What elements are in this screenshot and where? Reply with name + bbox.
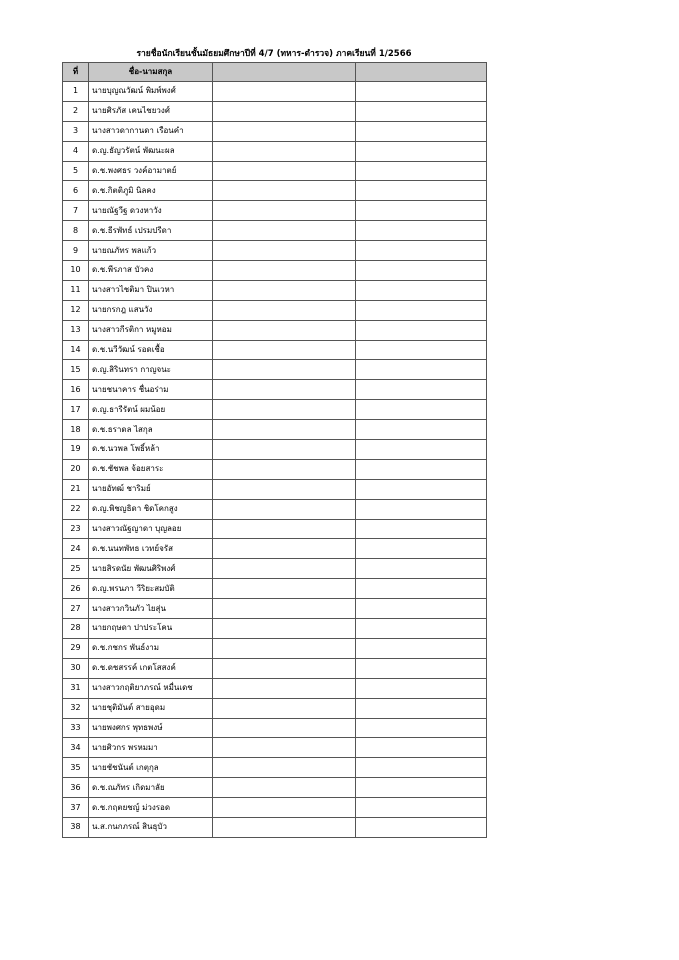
blank-cell [356, 459, 487, 479]
student-name: ด.ช.ธราดล ไสกุล [89, 420, 213, 440]
blank-cell [356, 340, 487, 360]
table-row [63, 181, 487, 201]
blank-cell [213, 340, 356, 360]
table-body [63, 82, 487, 838]
blank-cell [356, 539, 487, 559]
table-row [63, 658, 487, 678]
row-number: 28 [63, 619, 89, 639]
blank-cell [213, 261, 356, 281]
blank-cell [213, 479, 356, 499]
student-name: ด.ช.พีรภาส บัวคง [89, 261, 213, 281]
blank-cell [356, 698, 487, 718]
student-name: ด.ช.ดชสรรค์ เกตโสสงค์ [89, 658, 213, 678]
table-row [63, 82, 487, 102]
row-number: 25 [63, 559, 89, 579]
blank-cell [213, 161, 356, 181]
student-name: นายชัชนันต์ เกตุกุล [89, 758, 213, 778]
student-name: ด.ช.กฤตยชญ์ ม่วงรอด [89, 798, 213, 818]
blank-cell [213, 181, 356, 201]
student-name: ด.ญ.สิรินทรา กาญจนะ [89, 360, 213, 380]
row-number: 19 [63, 440, 89, 460]
blank-cell [356, 121, 487, 141]
row-number: 8 [63, 221, 89, 241]
blank-cell [356, 141, 487, 161]
blank-cell [356, 280, 487, 300]
table-row [63, 479, 487, 499]
table-row [63, 519, 487, 539]
row-number: 14 [63, 340, 89, 360]
blank-cell [356, 181, 487, 201]
table-row [63, 499, 487, 519]
row-number: 1 [63, 82, 89, 102]
row-number: 33 [63, 718, 89, 738]
blank-cell [356, 201, 487, 221]
row-number: 24 [63, 539, 89, 559]
table-row [63, 758, 487, 778]
blank-cell [356, 499, 487, 519]
table-row [63, 201, 487, 221]
blank-cell [356, 82, 487, 102]
table-row [63, 599, 487, 619]
student-name: ด.ช.กิตติภูมิ นิลคง [89, 181, 213, 201]
table-row [63, 420, 487, 440]
blank-cell [213, 201, 356, 221]
blank-cell [356, 658, 487, 678]
student-name: นายศิวกร พรหมมา [89, 738, 213, 758]
blank-cell [213, 579, 356, 599]
row-number: 34 [63, 738, 89, 758]
blank-cell [356, 221, 487, 241]
row-number: 20 [63, 459, 89, 479]
header-extra-1 [213, 63, 356, 82]
student-name: ด.ช.นวพล โพธิ์หล้า [89, 440, 213, 460]
row-number: 15 [63, 360, 89, 380]
student-name: นายอัทฒ์ ชาริมย์ [89, 479, 213, 499]
blank-cell [213, 101, 356, 121]
blank-cell [213, 798, 356, 818]
table-row [63, 280, 487, 300]
student-name: นายศิรภัส เคนไชยวงศ์ [89, 101, 213, 121]
blank-cell [356, 559, 487, 579]
row-number: 18 [63, 420, 89, 440]
blank-cell [356, 778, 487, 798]
blank-cell [213, 619, 356, 639]
student-name: นายสิรดนัย พัฒนศิริพงศ์ [89, 559, 213, 579]
row-number: 16 [63, 380, 89, 400]
student-name: ด.ช.นนทพัทธ เวทย์จรัส [89, 539, 213, 559]
blank-cell [213, 658, 356, 678]
blank-cell [213, 360, 356, 380]
blank-cell [213, 320, 356, 340]
blank-cell [356, 638, 487, 658]
blank-cell [213, 559, 356, 579]
table-row [63, 718, 487, 738]
row-number: 5 [63, 161, 89, 181]
row-number: 6 [63, 181, 89, 201]
table-row [63, 638, 487, 658]
row-number: 31 [63, 678, 89, 698]
blank-cell [213, 380, 356, 400]
blank-cell [356, 241, 487, 261]
table-row [63, 817, 487, 837]
row-number: 21 [63, 479, 89, 499]
blank-cell [213, 738, 356, 758]
row-number: 12 [63, 300, 89, 320]
row-number: 23 [63, 519, 89, 539]
student-name: นายณภัทร พลแก้ว [89, 241, 213, 261]
blank-cell [356, 440, 487, 460]
student-name: นายกรกฎ แสนวัง [89, 300, 213, 320]
row-number: 29 [63, 638, 89, 658]
table-row [63, 738, 487, 758]
row-number: 35 [63, 758, 89, 778]
row-number: 7 [63, 201, 89, 221]
blank-cell [213, 221, 356, 241]
blank-cell [356, 758, 487, 778]
table-row [63, 161, 487, 181]
header-extra-2 [356, 63, 487, 82]
blank-cell [356, 738, 487, 758]
row-number: 10 [63, 261, 89, 281]
table-row [63, 141, 487, 161]
table-row [63, 261, 487, 281]
row-number: 37 [63, 798, 89, 818]
blank-cell [213, 121, 356, 141]
row-number: 36 [63, 778, 89, 798]
row-number: 30 [63, 658, 89, 678]
row-number: 4 [63, 141, 89, 161]
student-name: ด.ช.กชกร พันธ์งาม [89, 638, 213, 658]
table-row [63, 678, 487, 698]
document-title: รายชื่อนักเรียนชั้นมัธยมศึกษาปีที่ 4/7 (ทหาร-ตำรวจ) ภาคเรียนที่ 1/2566 [136, 49, 412, 59]
row-number: 22 [63, 499, 89, 519]
student-name: นางสาวกีรติกา หมูหอม [89, 320, 213, 340]
row-number: 2 [63, 101, 89, 121]
blank-cell [213, 459, 356, 479]
blank-cell [213, 817, 356, 837]
blank-cell [356, 400, 487, 420]
table-row [63, 459, 487, 479]
blank-cell [213, 778, 356, 798]
student-name: ด.ช.ธีรพัทธ์ เปรมปรีดา [89, 221, 213, 241]
student-name: นางสาวดากานดา เรือนคำ [89, 121, 213, 141]
blank-cell [356, 420, 487, 440]
blank-cell [356, 599, 487, 619]
row-number: 26 [63, 579, 89, 599]
blank-cell [356, 479, 487, 499]
row-number: 17 [63, 400, 89, 420]
blank-cell [356, 101, 487, 121]
blank-cell [213, 400, 356, 420]
blank-cell [356, 261, 487, 281]
blank-cell [213, 519, 356, 539]
student-name: น.ส.กนกภรณ์ สินธุบัว [89, 817, 213, 837]
student-name: ด.ญ.ธัญวรัตน์ พัฒนะผล [89, 141, 213, 161]
row-number: 9 [63, 241, 89, 261]
row-number: 32 [63, 698, 89, 718]
student-roster-table [62, 62, 487, 838]
blank-cell [213, 698, 356, 718]
blank-cell [356, 380, 487, 400]
student-name: นายบุญณวัฒน์ พิมพ์พงศ์ [89, 82, 213, 102]
student-name: ด.ช.นวีวัฒน์ รอดเชื้อ [89, 340, 213, 360]
table-row [63, 778, 487, 798]
blank-cell [213, 539, 356, 559]
student-name: นายกฤษดา ปาประโคน [89, 619, 213, 639]
row-number: 11 [63, 280, 89, 300]
blank-cell [213, 678, 356, 698]
blank-cell [213, 758, 356, 778]
blank-cell [356, 320, 487, 340]
table-row [63, 798, 487, 818]
blank-cell [213, 599, 356, 619]
table-row [63, 400, 487, 420]
blank-cell [356, 817, 487, 837]
blank-cell [356, 360, 487, 380]
table-row [63, 340, 487, 360]
student-name: ด.ช.พงศธร วงค์อามาตย์ [89, 161, 213, 181]
student-name: นางสาวกฤติยาภรณ์ หมื่นเดช [89, 678, 213, 698]
blank-cell [356, 718, 487, 738]
table-row [63, 380, 487, 400]
table-row [63, 539, 487, 559]
table-row [63, 300, 487, 320]
blank-cell [356, 579, 487, 599]
header-name: ชื่อ-นามสกุล [89, 63, 213, 82]
row-number: 3 [63, 121, 89, 141]
student-name: ด.ช.ณภัทร เกิดมาลัย [89, 778, 213, 798]
table-row [63, 221, 487, 241]
student-name: นางสาวไชติมา ปินเวหา [89, 280, 213, 300]
blank-cell [213, 718, 356, 738]
blank-cell [356, 300, 487, 320]
student-name: นางสาวณัฐญาดา บุญลอย [89, 519, 213, 539]
table-row [63, 101, 487, 121]
table-row [63, 440, 487, 460]
student-name: นายชุติมันต์ สายอุดม [89, 698, 213, 718]
student-name: ด.ญ.พิชญธิดา ชิดโคกสูง [89, 499, 213, 519]
row-number: 27 [63, 599, 89, 619]
table-row [63, 579, 487, 599]
blank-cell [213, 499, 356, 519]
blank-cell [213, 82, 356, 102]
table-row [63, 121, 487, 141]
table-row [63, 698, 487, 718]
blank-cell [213, 141, 356, 161]
blank-cell [356, 161, 487, 181]
student-name: ด.ช.ชัชพล จ้อยสาระ [89, 459, 213, 479]
blank-cell [356, 798, 487, 818]
blank-cell [213, 300, 356, 320]
blank-cell [213, 440, 356, 460]
blank-cell [213, 420, 356, 440]
student-name: นางสาวกวินภัว ไยสุ่น [89, 599, 213, 619]
blank-cell [356, 619, 487, 639]
blank-cell [356, 678, 487, 698]
student-name: ด.ญ.ธารีรัตน์ ผมน้อย [89, 400, 213, 420]
table-header-row [63, 63, 487, 82]
row-number: 13 [63, 320, 89, 340]
table-row [63, 241, 487, 261]
blank-cell [356, 519, 487, 539]
table-row [63, 559, 487, 579]
blank-cell [213, 241, 356, 261]
student-name: ด.ญ.พรนภา วีริยะสมบัติ [89, 579, 213, 599]
table-row [63, 619, 487, 639]
student-name: นายพงศกร พุทธพงษ์ [89, 718, 213, 738]
table-row [63, 320, 487, 340]
table-row [63, 360, 487, 380]
student-name: นายณัฐวีฐ ดวงหาวัง [89, 201, 213, 221]
header-number: ที่ [63, 63, 89, 82]
student-name: นายชนาคาร ชื่นอร่าม [89, 380, 213, 400]
blank-cell [213, 280, 356, 300]
blank-cell [213, 638, 356, 658]
row-number: 38 [63, 817, 89, 837]
